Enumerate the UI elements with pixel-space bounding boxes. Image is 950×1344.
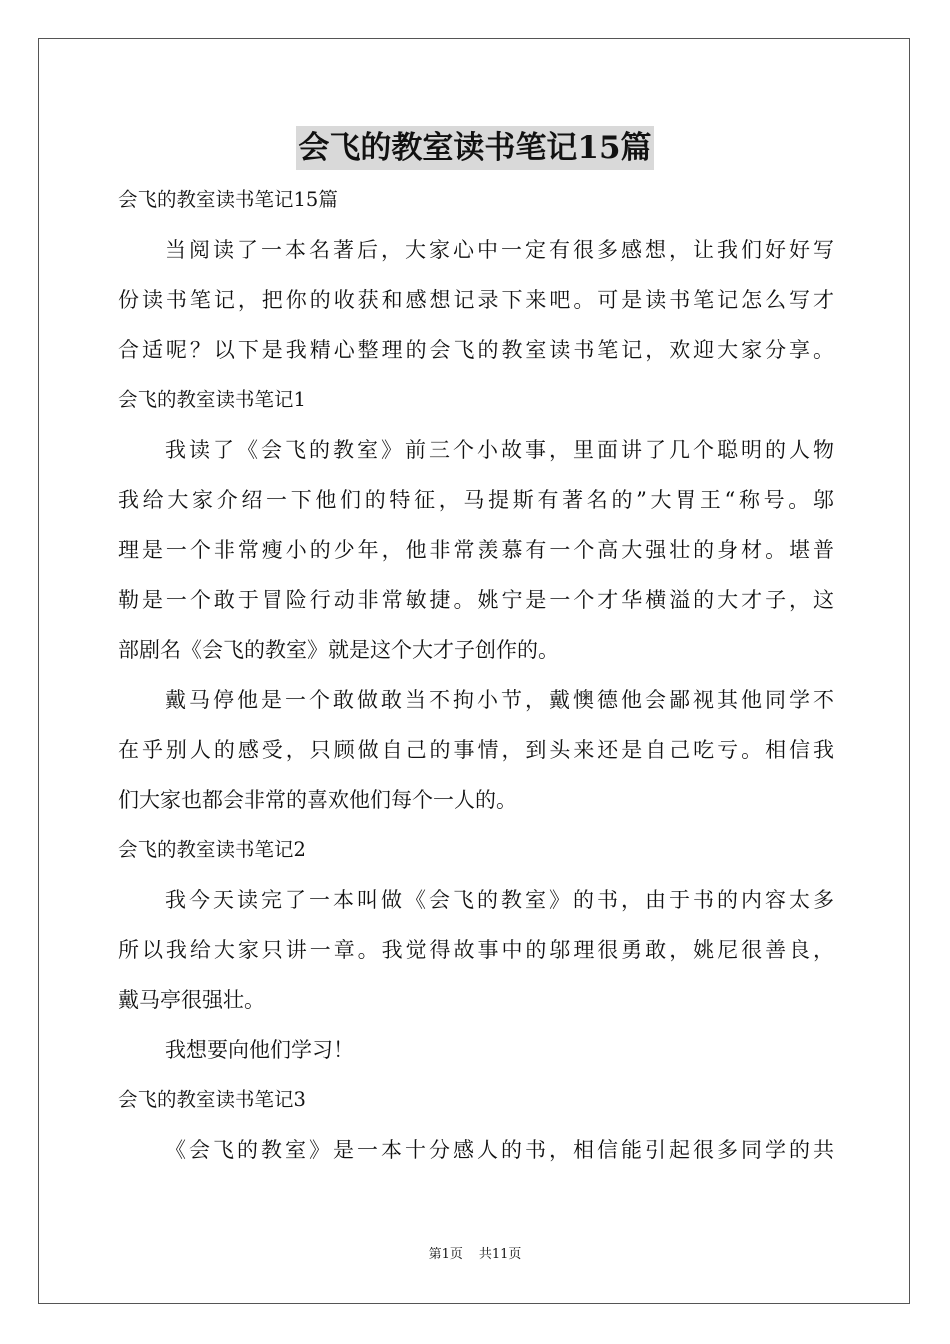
paragraph-line: 我今天读完了一本叫做《会飞的教室》的书，由于书的内容太多 bbox=[165, 888, 834, 912]
paragraph-line: 份读书笔记，把你的收获和感想记录下来吧。可是读书笔记怎么写才 bbox=[118, 288, 834, 312]
page-footer bbox=[0, 1245, 950, 1265]
paragraph-line: 戴马亭很强壮。 bbox=[118, 988, 265, 1012]
document-title: 会飞的教室读书笔记15篇 bbox=[296, 126, 653, 170]
paragraph-line: 戴马停他是一个敢做敢当不拘小节，戴懊德他会鄙视其他同学不 bbox=[165, 688, 834, 712]
section-heading: 会飞的教室读书笔记15篇 bbox=[118, 188, 338, 211]
page-number: 第1页 bbox=[428, 1247, 463, 1262]
section-heading: 会飞的教室读书笔记1 bbox=[118, 388, 306, 411]
paragraph-line: 所以我给大家只讲一章。我觉得故事中的邬理很勇敢，姚尼很善良， bbox=[118, 938, 834, 962]
paragraph-line: 我想要向他们学习！ bbox=[165, 1038, 354, 1062]
section-heading: 会飞的教室读书笔记3 bbox=[118, 1088, 306, 1111]
section-heading: 会飞的教室读书笔记2 bbox=[118, 838, 306, 861]
paragraph-line: 当阅读了一本名著后，大家心中一定有很多感想，让我们好好写 bbox=[165, 238, 834, 262]
title-container bbox=[0, 126, 950, 170]
page-total: 共11页 bbox=[478, 1247, 522, 1262]
paragraph-line: 勒是一个敢于冒险行动非常敏捷。姚宁是一个才华横溢的大才子，这 bbox=[118, 588, 834, 612]
document-body bbox=[118, 175, 834, 1175]
paragraph-line: 们大家也都会非常的喜欢他们每个一人的。 bbox=[118, 788, 517, 812]
paragraph-line: 合适呢？以下是我精心整理的会飞的教室读书笔记，欢迎大家分享。 bbox=[118, 338, 834, 362]
paragraph-line: 我给大家介绍一下他们的特征，马提斯有著名的”大胃王“称号。邬 bbox=[118, 488, 834, 512]
paragraph-line: 《会飞的教室》是一本十分感人的书，相信能引起很多同学的共 bbox=[165, 1138, 834, 1162]
paragraph-line: 部剧名《会飞的教室》就是这个大才子创作的。 bbox=[118, 638, 559, 662]
paragraph-line: 理是一个非常瘦小的少年，他非常羡慕有一个高大强壮的身材。堪普 bbox=[118, 538, 834, 562]
paragraph-line: 我读了《会飞的教室》前三个小故事，里面讲了几个聪明的人物 bbox=[165, 438, 834, 462]
paragraph-line: 在乎别人的感受，只顾做自己的事情，到头来还是自己吃亏。相信我 bbox=[118, 738, 834, 762]
